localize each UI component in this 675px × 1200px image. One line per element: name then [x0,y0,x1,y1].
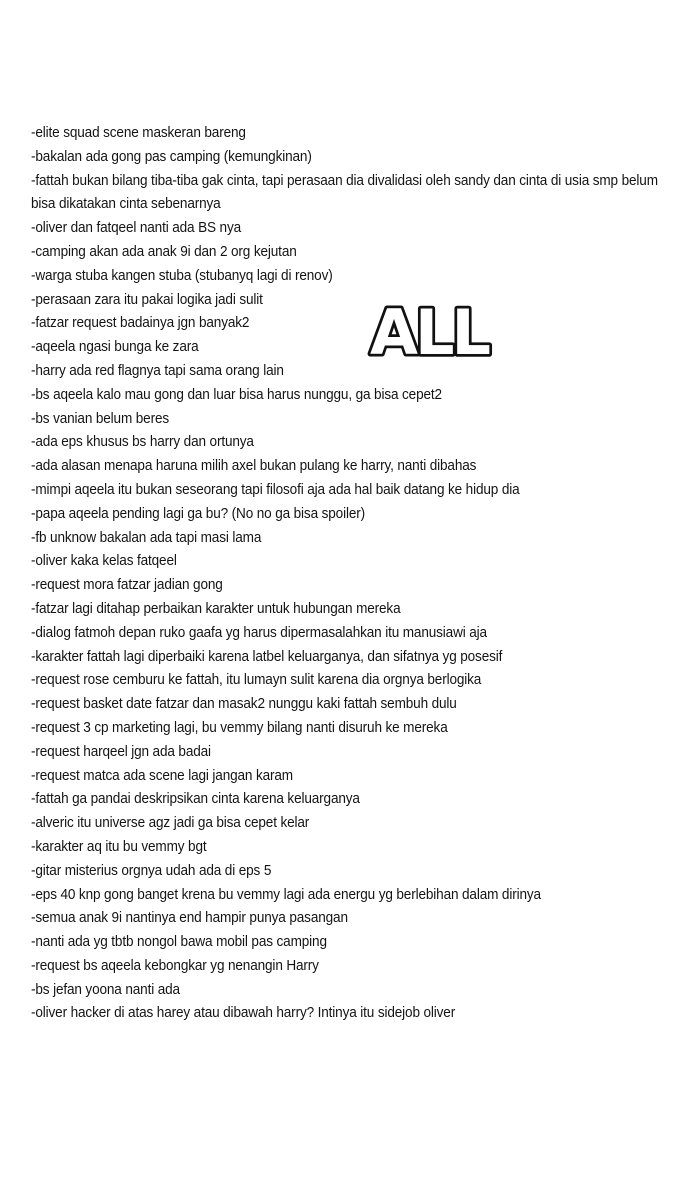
note-item: -karakter aq itu bu vemmy bgt [31,838,207,855]
all-sticker-text: ALL [370,296,488,368]
note-item: -ada eps khusus bs harry dan ortunya [31,434,254,451]
note-item: -fatzar request badainya jgn banyak2 [31,315,250,332]
note-item: -request harqeel jgn ada badai [31,743,211,760]
note-item: -request mora fatzar jadian gong [31,577,223,594]
note-item: -bs aqeela kalo mau gong dan luar bisa harus nunggu, ga bisa cepet2 [31,386,442,403]
note-item: -gitar misterius orgnya udah ada di eps 5 [31,862,272,879]
note-item: -fb unknow bakalan ada tapi masi lama [31,529,262,546]
note-item: -request 3 cp marketing lagi, bu vemmy bilang nanti disuruh ke mereka [31,719,448,736]
note-item: -request bs aqeela kebongkar yg nenangin Harry [31,957,319,974]
note-item: -request basket date fatzar dan masak2 nunggu kaki fattah sembuh dulu [31,696,457,713]
note-item: -camping akan ada anak 9i dan 2 org kejutan [31,243,297,260]
note-item: -nanti ada yg tbtb nongol bawa mobil pas camping [31,934,327,951]
note-item: -bs vanian belum beres [31,410,170,427]
note-item: -perasaan zara itu pakai logika jadi sulit [31,291,263,308]
note-item: -ada alasan menapa haruna milih axel bukan pulang ke harry, nanti dibahas [31,458,477,475]
note-item: -oliver hacker di atas harey atau dibawah harry? Intinya itu sidejob oliver [31,1005,456,1022]
note-item: -papa aqeela pending lagi ga bu? (No no ga bisa spoiler) [31,505,366,522]
note-item: -fatzar lagi ditahap perbaikan karakter untuk hubungan mereka [31,600,401,617]
note-item: -oliver kaka kelas fatqeel [31,553,177,570]
note-item: -fattah ga pandai deskripsikan cinta karena keluarganya [31,791,360,808]
note-item: -aqeela ngasi bunga ke zara [31,339,199,356]
notes-list [31,122,661,1026]
note-item: -oliver dan fatqeel nanti ada BS nya [31,220,242,237]
note-item: -bs jefan yoona nanti ada [31,981,180,998]
note-item: -dialog fatmoh depan ruko gaafa yg harus dipermasalahkan itu manusiawi aja [31,624,487,641]
note-item: -elite squad scene maskeran bareng [31,125,246,141]
note-item: -eps 40 knp gong banget krena bu vemmy lagi ada energu yg berlebihan dalam dirinya [31,886,541,903]
note-item: -mimpi aqeela itu bukan seseorang tapi filosofi aja ada hal baik datang ke hidup dia [31,481,520,498]
note-item: -warga stuba kangen stuba (stubanyq lagi di renov) [31,267,333,284]
note-item: -semua anak 9i nantinya end hampir punya pasangan [31,910,348,927]
note-item: -fattah bukan bilang tiba-tiba gak cinta, tapi perasaan dia divalidasi oleh sandy dan cinta di usia smp belum bisa dikatakan cinta sebenarnya [31,172,658,213]
note-item: -karakter fattah lagi diperbaiki karena latbel keluarganya, dan sifatnya yg posesif [31,648,503,665]
note-item: -request matca ada scene lagi jangan karam [31,767,293,784]
all-sticker-graphic [364,296,494,368]
note-item: -harry ada red flagnya tapi sama orang lain [31,362,284,379]
note-item: -bakalan ada gong pas camping (kemungkinan) [31,148,312,165]
note-item: -alveric itu universe agz jadi ga bisa cepet kelar [31,815,310,832]
all-sticker [364,296,494,368]
note-item: -request rose cemburu ke fattah, itu lumayn sulit karena dia orgnya berlogika [31,672,482,689]
